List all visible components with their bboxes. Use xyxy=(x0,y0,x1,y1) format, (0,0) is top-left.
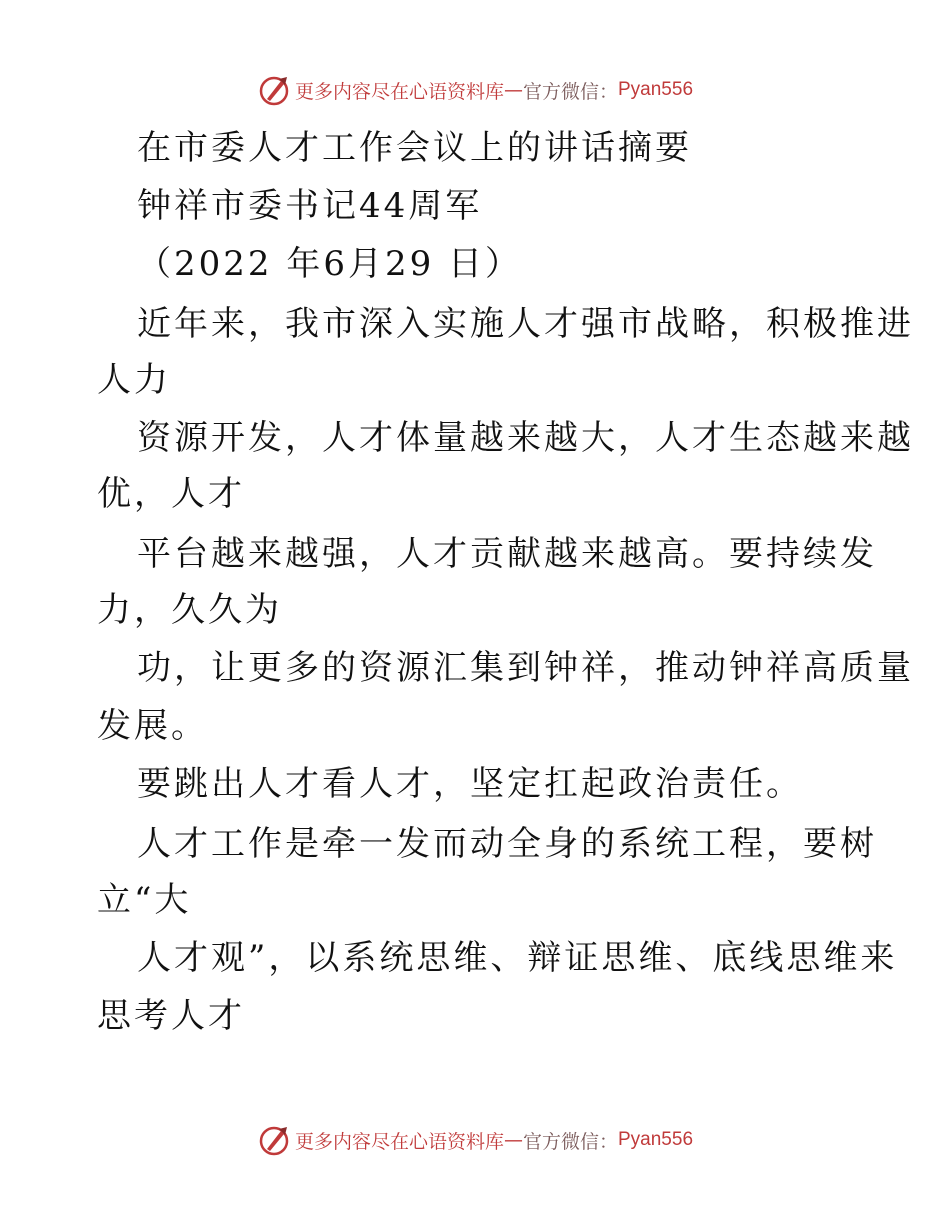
paragraph-line: 人才工作是牵一发而动全身的系统工程，要树 xyxy=(137,824,877,864)
footer-watermark xyxy=(0,1120,950,1160)
section-heading: 要跳出人才看人才，坚定扛起政治责任。 xyxy=(137,764,803,804)
paragraph-line: 立“大 xyxy=(97,880,192,920)
paragraph-line: 人力 xyxy=(97,360,171,400)
paragraph-line: 思考人才 xyxy=(97,996,245,1036)
quill-pen-logo-icon xyxy=(257,73,291,107)
watermark-dash: — xyxy=(503,79,523,101)
paragraph-line: 功，让更多的资源汇集到钟祥，推动钟祥高质量 xyxy=(137,648,914,688)
paragraph-line: 力，久久为 xyxy=(97,590,282,630)
quill-pen-logo-icon xyxy=(257,1123,291,1157)
document-title: 在市委人才工作会议上的讲话摘要 xyxy=(137,128,692,168)
watermark-dash: — xyxy=(503,1129,523,1151)
watermark-main-text: 更多内容尽在心语资料库 xyxy=(294,1130,504,1153)
watermark-id: Pyan556 xyxy=(618,1129,694,1150)
document-author: 钟祥市委书记44周军 xyxy=(137,186,483,226)
header-watermark xyxy=(0,70,950,110)
paragraph-line: 近年来，我市深入实施人才强市战略，积极推进 xyxy=(137,304,914,344)
paragraph-line: 资源开发，人才体量越来越大，人才生态越来越 xyxy=(137,418,914,458)
paragraph-line: 平台越来越强，人才贡献越来越高。要持续发 xyxy=(137,534,877,574)
document-date: （2022 年6月29 日） xyxy=(137,244,523,284)
watermark-main-text: 更多内容尽在心语资料库 xyxy=(294,80,504,103)
paragraph-line: 发展。 xyxy=(97,706,208,746)
watermark-label: 官方微信： xyxy=(522,80,618,103)
paragraph-line: 人才观”，以系统思维、辩证思维、底线思维来 xyxy=(137,938,898,978)
paragraph-line: 优，人才 xyxy=(97,474,245,514)
watermark-id: Pyan556 xyxy=(618,79,694,100)
watermark-label: 官方微信： xyxy=(522,1130,618,1153)
